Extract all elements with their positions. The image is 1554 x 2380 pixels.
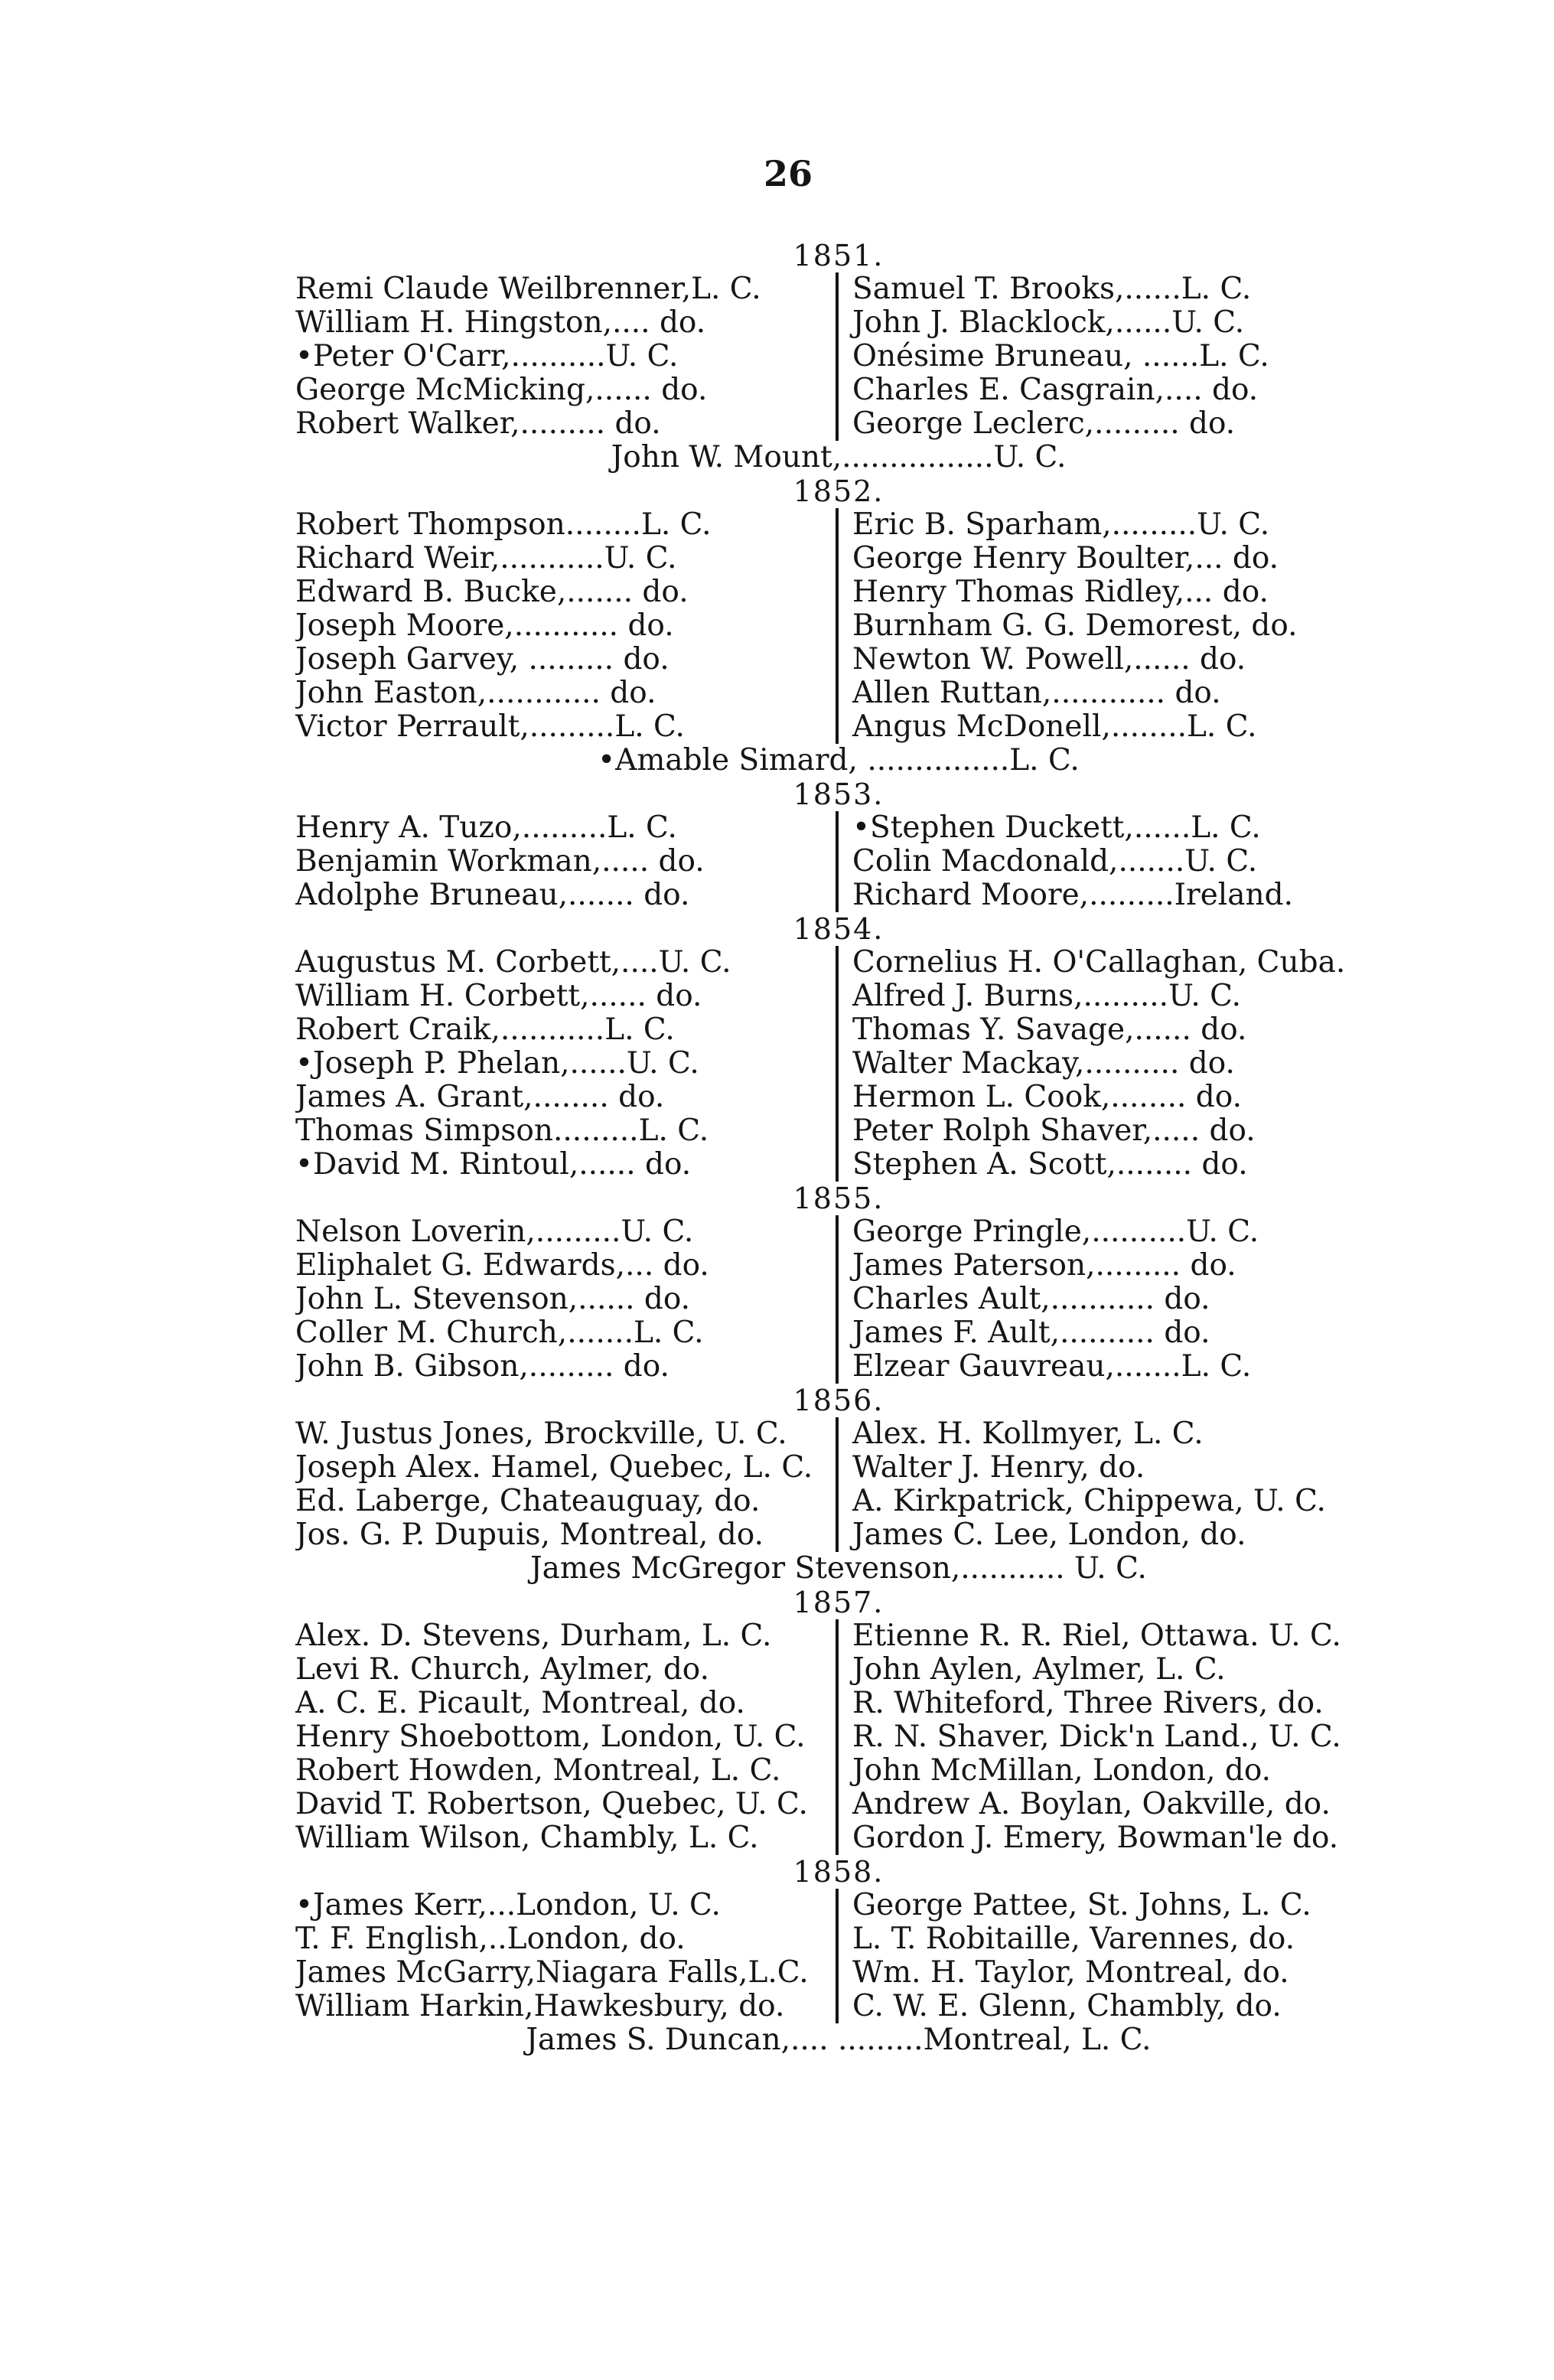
left-entry: Richard Weir,...........U. C. <box>295 542 677 575</box>
left-entry: Robert Craik,...........L. C. <box>295 1013 675 1047</box>
name-row <box>295 1922 1382 1956</box>
right-entry: Alfred J. Burns,.........U. C. <box>836 980 1380 1013</box>
left-entry: •Peter O'Carr,..........U. C. <box>295 340 679 373</box>
left-entry: William Harkin,Hawkesbury, do. <box>295 1990 785 2023</box>
left-entry: William H. Hingston,.... do. <box>295 306 706 340</box>
right-entry: Burnham G. G. Demorest, do. <box>836 609 1380 643</box>
left-entry: Remi Claude Weilbrenner,L. C. <box>295 272 761 306</box>
right-entry: Elzear Gauvreau,.......L. C. <box>836 1350 1380 1384</box>
left-entry: Augustus M. Corbett,....U. C. <box>295 946 731 980</box>
right-entry: Angus McDonell,........L. C. <box>836 710 1380 744</box>
right-entry: George Pattee, St. Johns, L. C. <box>836 1889 1380 1922</box>
left-entry: James McGarry,Niagara Falls,L.C. <box>295 1956 809 1990</box>
right-entry: C. W. E. Glenn, Chambly, do. <box>836 1990 1380 2023</box>
left-entry: John L. Stevenson,...... do. <box>295 1283 691 1316</box>
name-row <box>295 845 1382 879</box>
left-entry: Henry Shoebottom, London, U. C. <box>295 1720 806 1754</box>
name-row <box>295 1283 1382 1316</box>
left-entry: •Joseph P. Phelan,......U. C. <box>295 1047 699 1081</box>
name-row <box>295 1451 1382 1485</box>
page-number: 26 <box>763 153 813 194</box>
right-entry: Gordon J. Emery, Bowman'le do. <box>836 1821 1380 1855</box>
name-row <box>295 1249 1382 1283</box>
left-entry: •James Kerr,...London, U. C. <box>295 1889 721 1922</box>
year-heading: 1855. <box>793 1182 885 1215</box>
name-row <box>295 1485 1382 1518</box>
right-entry: John McMillan, London, do. <box>836 1754 1380 1788</box>
year-section <box>295 1855 1382 2057</box>
right-entry: James Paterson,......... do. <box>836 1249 1380 1283</box>
name-row <box>295 272 1382 306</box>
left-entry: •David M. Rintoul,...... do. <box>295 1148 692 1182</box>
name-row <box>295 1990 1382 2023</box>
right-entry: Hermon L. Cook,........ do. <box>836 1081 1380 1114</box>
name-row <box>295 677 1382 710</box>
left-entry: Joseph Alex. Hamel, Quebec, L. C. <box>295 1451 813 1485</box>
year-section <box>295 239 1382 474</box>
name-row <box>295 340 1382 373</box>
right-entry: L. T. Robitaille, Varennes, do. <box>836 1922 1380 1956</box>
left-entry: Thomas Simpson.........L. C. <box>295 1114 709 1148</box>
left-entry: W. Justus Jones, Brockville, U. C. <box>295 1417 787 1451</box>
right-entry: Etienne R. R. Riel, Ottawa. U. C. <box>836 1619 1380 1653</box>
name-row <box>295 1148 1382 1182</box>
right-entry: Allen Ruttan,............ do. <box>836 677 1380 710</box>
right-entry: Colin Macdonald,.......U. C. <box>836 845 1380 879</box>
right-entry: Henry Thomas Ridley,... do. <box>836 575 1380 609</box>
name-row <box>295 609 1382 643</box>
name-row <box>295 575 1382 609</box>
left-entry: A. C. E. Picault, Montreal, do. <box>295 1687 745 1720</box>
name-row <box>295 1754 1382 1788</box>
right-entry: Walter Mackay,.......... do. <box>836 1047 1380 1081</box>
centered-entry: James S. Duncan,.... .........Montreal, L. C. <box>526 2023 1152 2057</box>
name-row <box>295 946 1382 980</box>
year-section <box>295 1384 1382 1586</box>
name-row <box>295 811 1382 845</box>
left-entry: William H. Corbett,...... do. <box>295 980 702 1013</box>
right-entry: A. Kirkpatrick, Chippewa, U. C. <box>836 1485 1380 1518</box>
graduate-list <box>295 239 1382 2057</box>
left-entry: James A. Grant,........ do. <box>295 1081 665 1114</box>
right-entry: R. Whiteford, Three Rivers, do. <box>836 1687 1380 1720</box>
year-heading: 1852. <box>793 474 885 508</box>
name-row <box>295 1821 1382 1855</box>
year-section <box>295 474 1382 778</box>
left-entry: T. F. English,..London, do. <box>295 1922 686 1956</box>
right-entry: Charles Ault,........... do. <box>836 1283 1380 1316</box>
year-heading: 1858. <box>793 1855 885 1889</box>
right-entry: George Leclerc,......... do. <box>836 407 1380 441</box>
right-entry: Alex. H. Kollmyer, L. C. <box>836 1417 1380 1451</box>
name-row <box>295 1114 1382 1148</box>
left-entry: Victor Perrault,.........L. C. <box>295 710 685 744</box>
right-entry: Richard Moore,.........Ireland. <box>836 879 1380 912</box>
left-entry: Henry A. Tuzo,.........L. C. <box>295 811 677 845</box>
name-row <box>295 1013 1382 1047</box>
name-row <box>295 643 1382 677</box>
right-entry: Cornelius H. O'Callaghan, Cuba. <box>836 946 1380 980</box>
name-row <box>295 1350 1382 1384</box>
centered-entry: James McGregor Stevenson,........... U. C. <box>530 1551 1147 1586</box>
right-entry: John Aylen, Aylmer, L. C. <box>836 1653 1380 1687</box>
right-entry: Walter J. Henry, do. <box>836 1451 1380 1485</box>
year-heading: 1853. <box>793 778 885 811</box>
left-entry: Coller M. Church,.......L. C. <box>295 1316 704 1350</box>
right-entry: Onésime Bruneau, ......L. C. <box>836 340 1380 373</box>
right-entry: Eric B. Sparham,.........U. C. <box>836 508 1380 542</box>
year-heading: 1851. <box>793 239 885 272</box>
left-entry: John B. Gibson,......... do. <box>295 1350 669 1384</box>
right-entry: James F. Ault,.......... do. <box>836 1316 1380 1350</box>
left-entry: David T. Robertson, Quebec, U. C. <box>295 1788 808 1821</box>
name-row <box>295 1687 1382 1720</box>
right-entry: George Henry Boulter,... do. <box>836 542 1380 575</box>
left-entry: John Easton,............ do. <box>295 677 656 710</box>
left-entry: Robert Thompson........L. C. <box>295 508 712 542</box>
right-entry: Samuel T. Brooks,......L. C. <box>836 272 1380 306</box>
name-row <box>295 1215 1382 1249</box>
year-section <box>295 778 1382 912</box>
name-row <box>295 1316 1382 1350</box>
name-row <box>295 980 1382 1013</box>
name-row <box>295 1788 1382 1821</box>
name-row <box>295 306 1382 340</box>
left-entry: Adolphe Bruneau,....... do. <box>295 879 690 912</box>
right-entry: Thomas Y. Savage,...... do. <box>836 1013 1380 1047</box>
left-entry: Joseph Moore,........... do. <box>295 609 674 643</box>
name-row <box>295 1720 1382 1754</box>
year-section <box>295 1586 1382 1855</box>
right-entry: Stephen A. Scott,........ do. <box>836 1148 1380 1182</box>
year-heading: 1854. <box>793 912 885 946</box>
name-row <box>295 373 1382 407</box>
name-row <box>295 407 1382 441</box>
right-entry: •Stephen Duckett,......L. C. <box>836 811 1380 845</box>
left-entry: William Wilson, Chambly, L. C. <box>295 1821 759 1855</box>
name-row <box>295 542 1382 575</box>
left-entry: Alex. D. Stevens, Durham, L. C. <box>295 1619 772 1653</box>
name-row <box>295 1081 1382 1114</box>
year-heading: 1857. <box>793 1586 885 1619</box>
name-row <box>295 1653 1382 1687</box>
right-entry: George Pringle,..........U. C. <box>836 1215 1380 1249</box>
left-entry: Ed. Laberge, Chateauguay, do. <box>295 1485 761 1518</box>
right-entry: Andrew A. Boylan, Oakville, do. <box>836 1788 1380 1821</box>
left-entry: Robert Howden, Montreal, L. C. <box>295 1754 781 1788</box>
left-entry: George McMicking,...... do. <box>295 373 708 407</box>
name-row <box>295 1518 1382 1552</box>
name-row <box>295 508 1382 542</box>
right-entry: R. N. Shaver, Dick'n Land., U. C. <box>836 1720 1380 1754</box>
right-entry: James C. Lee, London, do. <box>836 1518 1380 1552</box>
right-entry: Peter Rolph Shaver,..... do. <box>836 1114 1380 1148</box>
left-entry: Jos. G. P. Dupuis, Montreal, do. <box>295 1518 764 1552</box>
left-entry: Nelson Loverin,.........U. C. <box>295 1215 694 1249</box>
right-entry: Newton W. Powell,...... do. <box>836 643 1380 677</box>
centered-entry: John W. Mount,................U. C. <box>611 440 1067 474</box>
name-row <box>295 879 1382 912</box>
name-row <box>295 710 1382 744</box>
centered-entry: •Amable Simard, ...............L. C. <box>598 743 1080 778</box>
left-entry: Joseph Garvey, ......... do. <box>295 643 669 677</box>
year-heading: 1856. <box>793 1384 885 1417</box>
name-row <box>295 1619 1382 1653</box>
left-entry: Edward B. Bucke,....... do. <box>295 575 689 609</box>
left-entry: Levi R. Church, Aylmer, do. <box>295 1653 709 1687</box>
name-row <box>295 1956 1382 1990</box>
left-entry: Benjamin Workman,..... do. <box>295 845 705 879</box>
name-row <box>295 1417 1382 1451</box>
year-section <box>295 1182 1382 1384</box>
name-row <box>295 1889 1382 1922</box>
right-entry: Wm. H. Taylor, Montreal, do. <box>836 1956 1380 1990</box>
left-entry: Robert Walker,......... do. <box>295 407 661 441</box>
year-section <box>295 912 1382 1182</box>
left-entry: Eliphalet G. Edwards,... do. <box>295 1249 709 1283</box>
name-row <box>295 1047 1382 1081</box>
right-entry: Charles E. Casgrain,.... do. <box>836 373 1380 407</box>
right-entry: John J. Blacklock,......U. C. <box>836 306 1380 340</box>
